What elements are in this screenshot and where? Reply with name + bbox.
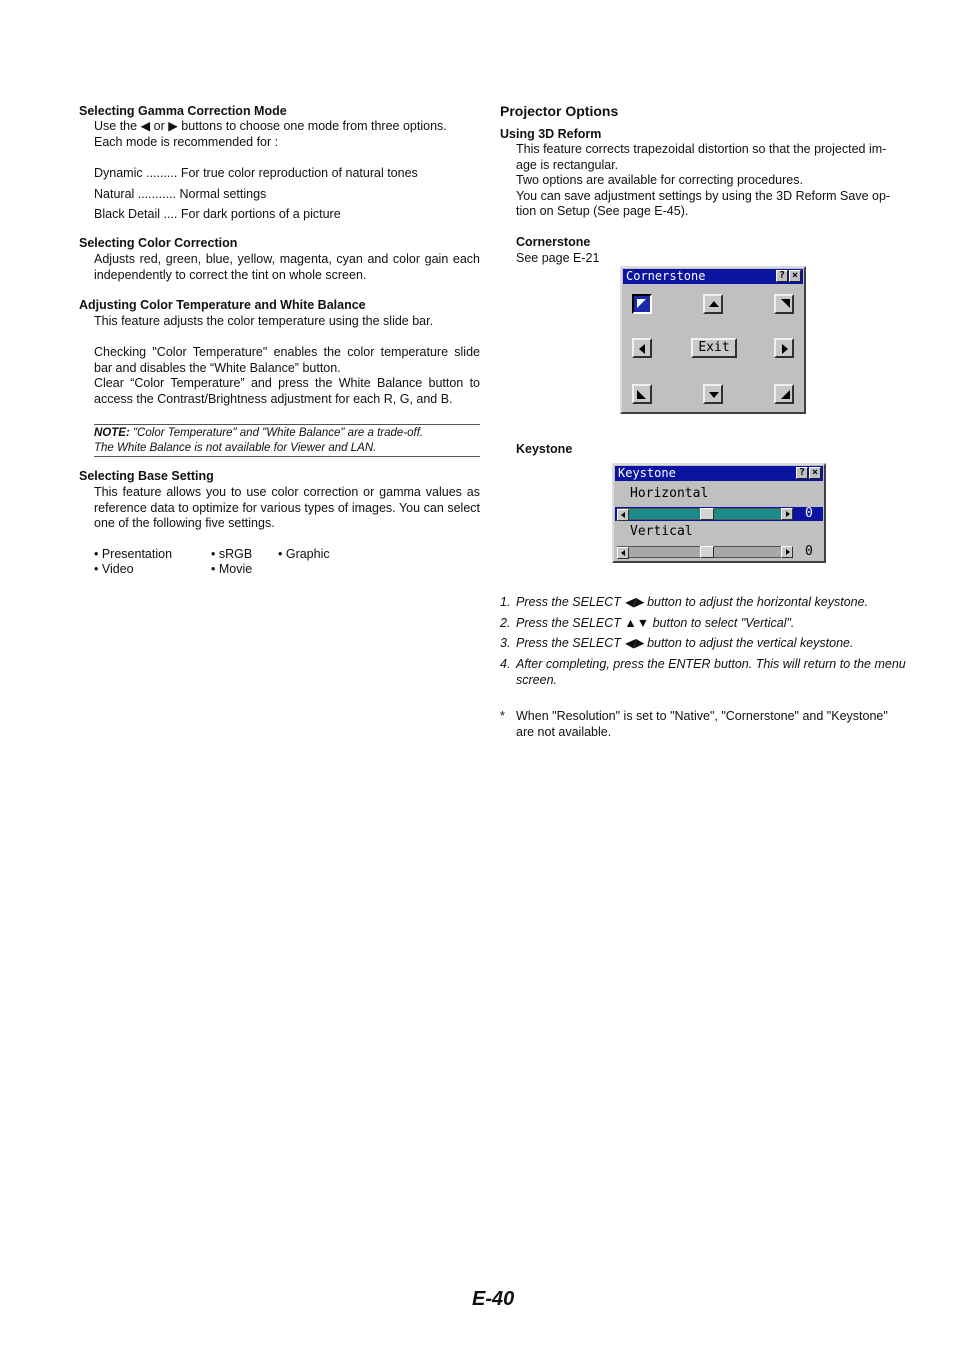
horizontal-row xyxy=(615,507,823,521)
close-button[interactable]: × xyxy=(789,270,801,282)
mode-desc: For true color reproduction of natural tones xyxy=(180,166,418,180)
help-button[interactable]: ? xyxy=(796,467,808,479)
arrow-left-icon xyxy=(621,512,625,518)
step-4 xyxy=(500,657,510,673)
footnote-text: When "Resolution" is set to "Native", "Cornerstone" and "Keystone" are not available. xyxy=(516,709,888,739)
base-item-srgb: • sRGB xyxy=(211,547,253,561)
vertical-label: Vertical xyxy=(630,524,693,539)
cornerstone-window-title: Cornerstone xyxy=(626,269,706,283)
arrow-right-icon xyxy=(786,511,790,517)
slider-thumb[interactable] xyxy=(700,546,714,558)
reform-heading: Using 3D Reform xyxy=(500,127,602,141)
gamma-mode-natural xyxy=(94,187,266,203)
corner-top-left-button[interactable] xyxy=(632,294,652,314)
color-correction-heading: Selecting Color Correction xyxy=(79,236,238,250)
step-number: 3. xyxy=(500,636,511,650)
arrow-right-icon xyxy=(782,344,788,354)
step-1-text: Press the SELECT ◀▶ button to adjust the horizontal keystone. xyxy=(516,595,869,609)
exit-button[interactable]: Exit xyxy=(691,338,737,358)
keystone-titlebar xyxy=(615,466,823,481)
slider-right-button[interactable] xyxy=(781,546,793,558)
slider-right-button[interactable] xyxy=(781,508,793,520)
corner-bottom-button[interactable] xyxy=(703,384,723,404)
arrow-bottom-right-icon xyxy=(781,390,790,399)
keystone-window xyxy=(612,463,826,563)
corner-bottom-right-button[interactable] xyxy=(774,384,794,404)
base-item-presentation: • Presentation xyxy=(94,547,173,561)
color-temp-body-1: This feature adjusts the color temperature using the slide bar. xyxy=(94,314,434,328)
base-setting-body: This feature allows you to use color correction or gamma values as reference data to optimize for various types of images. You can select one of the following five settings. xyxy=(94,485,480,530)
gamma-line-2: Each mode is recommended for : xyxy=(94,135,279,149)
reform-line-1: This feature corrects trapezoidal distortion so that the projected im- xyxy=(516,142,887,156)
cornerstone-titlebar xyxy=(623,269,803,284)
color-correction-body: Adjusts red, green, blue, yellow, magenta, cyan and color gain each independently to correct the tint on whole screen. xyxy=(94,252,480,282)
step-number: 2. xyxy=(500,616,511,630)
corner-right-button[interactable] xyxy=(774,338,794,358)
slider-thumb[interactable] xyxy=(700,508,714,520)
note-line-1: "Color Temperature" and "White Balance" are a trade-off. xyxy=(129,427,424,439)
projector-options-heading: Projector Options xyxy=(500,103,619,119)
color-temp-heading: Adjusting Color Temperature and White Balance xyxy=(79,298,366,312)
base-item-graphic: • Graphic xyxy=(278,547,330,561)
slider-left-button[interactable] xyxy=(617,509,629,521)
base-item-movie: • Movie xyxy=(211,562,253,576)
corner-bottom-left-button[interactable] xyxy=(632,384,652,404)
step-3 xyxy=(500,636,510,652)
step-3-text: Press the SELECT ◀▶ button to adjust the vertical keystone. xyxy=(516,636,854,650)
keystone-heading: Keystone xyxy=(516,442,573,456)
arrow-left-icon xyxy=(621,550,625,556)
note-line-2: The White Balance is not available for Viewer and LAN. xyxy=(94,441,377,454)
gamma-heading: Selecting Gamma Correction Mode xyxy=(79,104,287,118)
corner-top-right-button[interactable] xyxy=(774,294,794,314)
corner-left-button[interactable] xyxy=(632,338,652,358)
slider-left-button[interactable] xyxy=(617,547,629,559)
help-button[interactable]: ? xyxy=(776,270,788,282)
arrow-up-icon xyxy=(709,301,719,307)
vertical-row xyxy=(615,545,823,559)
corner-top-button[interactable] xyxy=(703,294,723,314)
mode-desc: For dark portions of a picture xyxy=(180,207,341,221)
mode-name: Natural ........... xyxy=(94,187,176,201)
cornerstone-window xyxy=(620,266,806,414)
step-2-text: Press the SELECT ▲▼ button to select "Vertical". xyxy=(516,616,795,630)
step-number: 1. xyxy=(500,595,511,609)
mode-desc: Normal settings xyxy=(179,187,267,201)
step-1 xyxy=(500,595,510,611)
vertical-slider[interactable] xyxy=(617,546,793,558)
reform-line-5: tion on Setup (See page E-45). xyxy=(516,204,689,218)
page-number: E-40 xyxy=(472,1288,515,1310)
color-temp-body-2: Checking "Color Temperature" enables the color temperature slide bar and disables the “White Balance” button. xyxy=(94,345,480,375)
gamma-mode-black-detail xyxy=(94,207,341,223)
arrow-top-left-icon xyxy=(637,299,646,308)
reform-line-3: Two options are available for correcting procedures. xyxy=(516,173,803,187)
mode-name: Dynamic ......... xyxy=(94,166,178,180)
horizontal-value: 0 xyxy=(805,506,813,521)
horizontal-label: Horizontal xyxy=(630,486,709,501)
arrow-down-icon xyxy=(709,392,719,398)
arrow-top-right-icon xyxy=(781,299,790,308)
footnote-mark: * xyxy=(500,709,505,723)
mode-name: Black Detail .... xyxy=(94,207,178,221)
cornerstone-ref: See page E-21 xyxy=(516,251,600,265)
cornerstone-heading: Cornerstone xyxy=(516,235,591,249)
arrow-left-icon xyxy=(639,344,645,354)
note-box xyxy=(94,424,480,457)
step-number: 4. xyxy=(500,657,511,671)
keystone-window-title: Keystone xyxy=(618,466,676,480)
base-setting-heading: Selecting Base Setting xyxy=(79,469,214,483)
note-label: NOTE: xyxy=(94,427,130,439)
horizontal-slider[interactable] xyxy=(617,508,793,520)
reform-line-4: You can save adjustment settings by using the 3D Reform Save op- xyxy=(516,189,891,203)
color-temp-body-3: Clear “Color Temperature” and press the White Balance button to access the Contrast/Brightness adjustment for each R, G, and B. xyxy=(94,376,480,406)
step-4-text: After completing, press the ENTER button. This will return to the menu screen. xyxy=(516,657,906,687)
gamma-line-1: Use the ◀ or ▶ buttons to choose one mode from three options. xyxy=(94,119,447,133)
close-button[interactable]: × xyxy=(809,467,821,479)
gamma-mode-dynamic xyxy=(94,166,418,182)
base-item-video: • Video xyxy=(94,562,134,576)
reform-line-2: age is rectangular. xyxy=(516,158,619,172)
arrow-right-icon xyxy=(786,549,790,555)
arrow-bottom-left-icon xyxy=(637,390,646,399)
vertical-value: 0 xyxy=(805,544,813,559)
step-2 xyxy=(500,616,510,632)
